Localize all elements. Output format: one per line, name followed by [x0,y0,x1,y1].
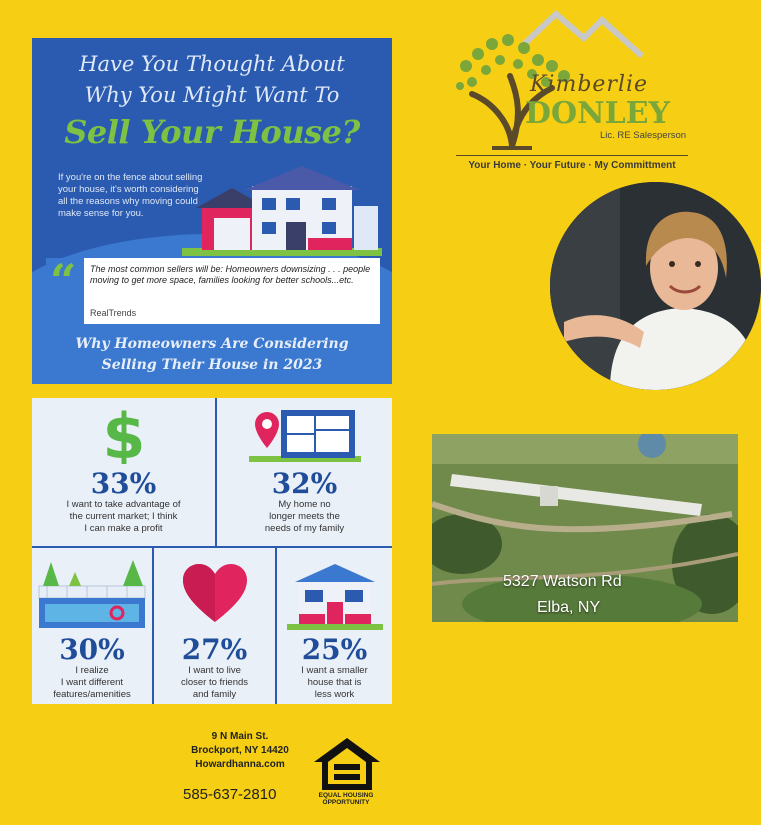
stat-caption-line: house that is [307,677,362,688]
quote-box [46,254,380,324]
stat-caption-line: I want to live [188,665,241,676]
dollar-icon [94,404,154,464]
small-house-icon [285,558,385,630]
grid-divider [32,546,392,548]
logo-first-name: Kimberlie [530,72,649,97]
logo-tagline: Your Home · Your Future · My Committment [468,160,676,171]
stat-caption-line: the current market; I think [69,511,178,522]
stat-caption-line: and family [192,689,237,700]
stat-percent: 27% [181,633,248,666]
pool-icon [37,558,147,630]
stat-caption-line: needs of my family [264,523,345,534]
floorplan-icon [245,404,365,464]
aerial-image [432,434,738,622]
stat-family-needs [217,404,392,535]
subtitle-line2: Selling Their House in 2023 [101,357,323,373]
stat-caption-line: I realize [75,665,109,676]
infographic-title-line2: Why You Might Want To [84,83,340,107]
property-aerial-photo [432,434,738,622]
equal-housing-line2: OPPORTUNITY [322,799,370,806]
stats-grid [32,398,392,704]
stat-caption-line: I can make a profit [84,523,163,534]
office-phone[interactable]: 585-637-2810 [183,786,277,803]
office-website[interactable]: Howardhanna.com [195,759,285,770]
stat-caption-line: My home no [278,499,331,510]
stat-smaller-house [277,558,392,701]
stat-percent: 33% [90,467,157,500]
stat-caption-line: I want to take advantage of [66,499,181,510]
equal-housing-line1: EQUAL HOUSING [318,792,374,799]
office-street: 9 N Main St. [211,731,269,742]
subtitle-line1: Why Homeowners Are Considering [75,336,349,352]
quote-mark-icon: “ [50,254,77,308]
office-city: Brockport, NY 14420 [191,745,289,756]
agent-portrait [550,182,761,390]
heart-icon [179,558,251,630]
logo-last-name: DONLEY [525,96,670,131]
stat-caption-line: less work [314,689,355,700]
logo-license: Lic. RE Salesperson [600,130,687,141]
house-illustration [182,166,382,256]
property-address-city: Elba, NY [537,599,601,616]
logo-divider [456,155,688,156]
svg-text:$: $ [101,404,146,464]
stat-profit [32,404,215,535]
stat-caption-line: I want a smaller [301,665,368,676]
agent-photo [550,182,761,390]
property-address-street: 5327 Watson Rd [503,573,622,590]
stat-percent: 32% [271,467,338,500]
intro-paragraph: If you're on the fence about selling your house, it's worth considering all the reasons why moving could make sense for you. [58,172,203,219]
stat-closer-family [154,558,275,701]
stat-amenities [32,558,152,701]
quote-source: RealTrends [90,308,137,318]
quote-text: The most common sellers will be: Homeowners downsizing . . . people moving to get more space, families looking for better schools...etc. [90,264,371,285]
stat-caption-line: closer to friends [180,677,249,688]
infographic-title-line1: Have You Thought About [79,52,345,76]
infographic-title-line3: Sell Your House? [64,113,360,151]
equal-housing-text [306,792,386,806]
stat-caption-line: features/amenities [53,689,131,700]
stat-caption-line: I want different [60,677,124,688]
stat-percent: 30% [59,633,125,666]
stat-percent: 25% [301,633,368,666]
infographic-header [32,38,392,384]
stat-caption-line: longer meets the [269,511,340,522]
